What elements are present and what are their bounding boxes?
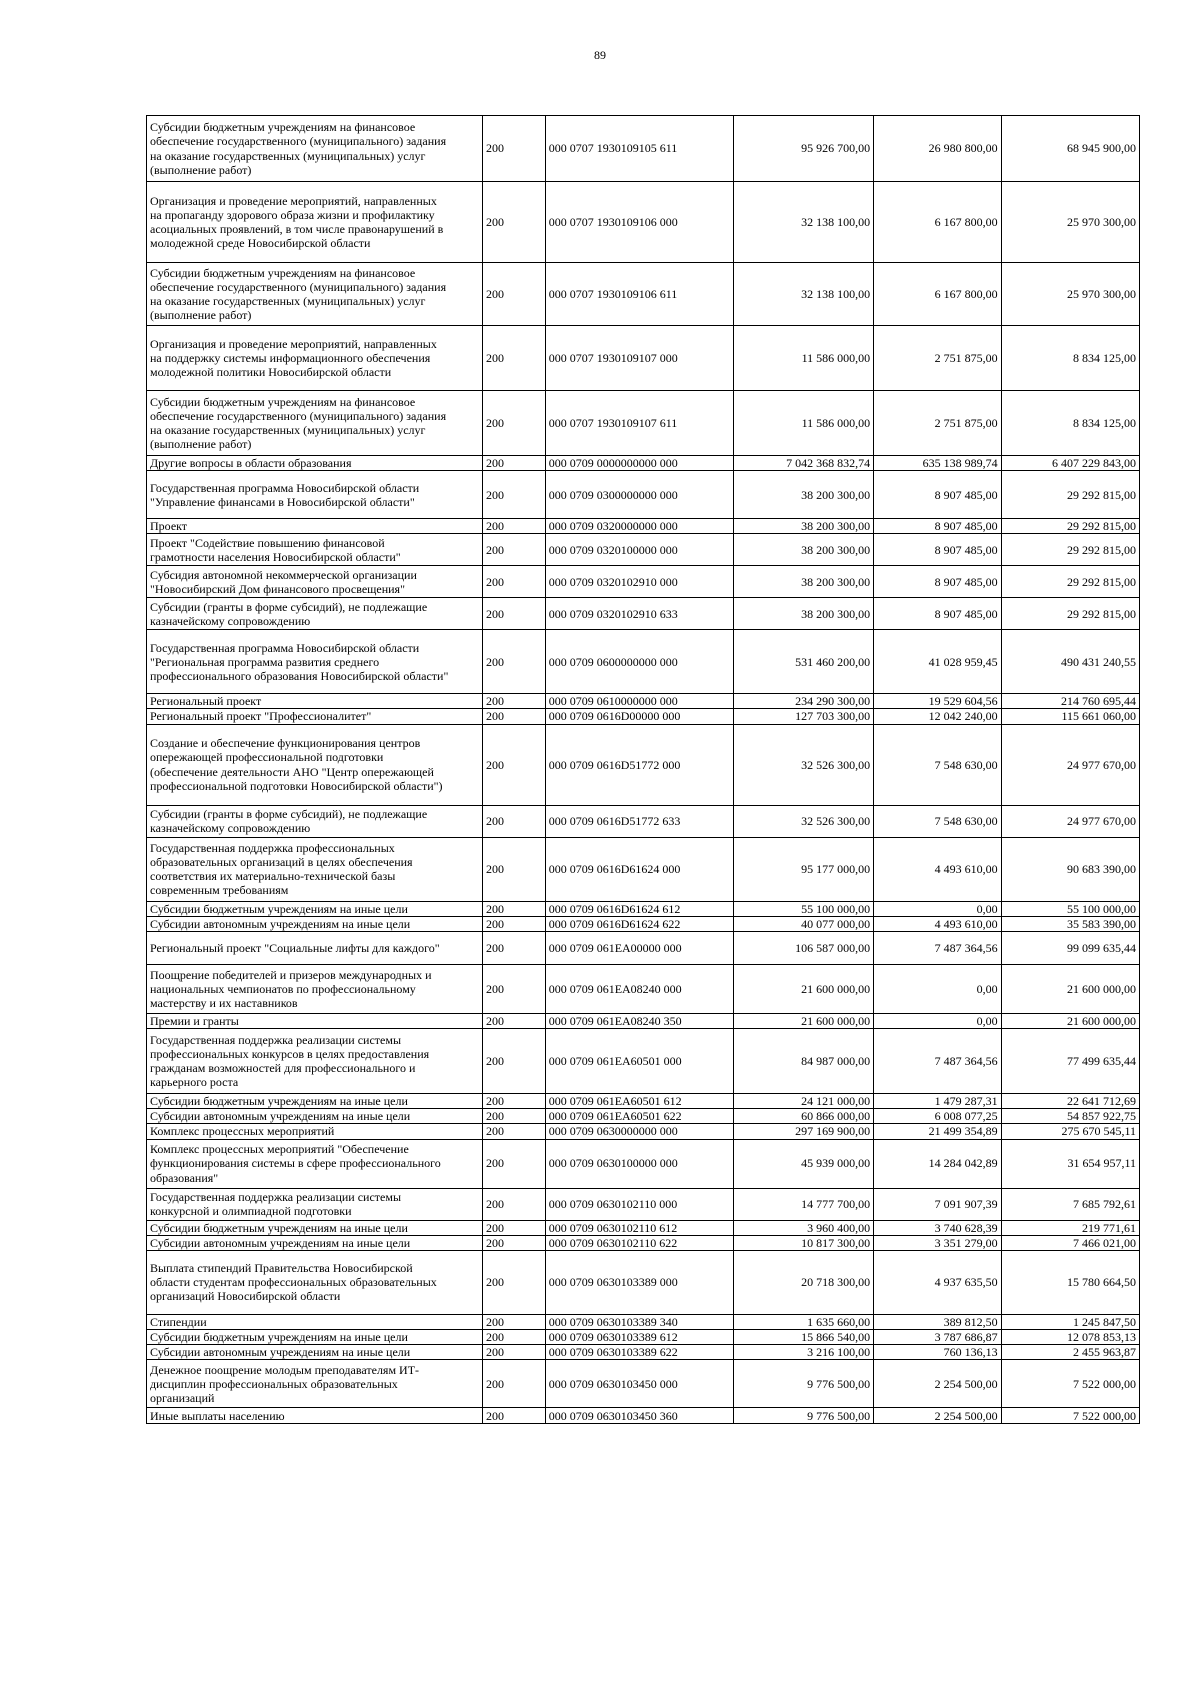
row-name-cell: Государственная программа Новосибирской области "Управление финансами в Новосибирской области" (147, 471, 483, 519)
row-name-cell: Организация и проведение мероприятий, направленных на поддержку системы информационного обеспечения молодежной политики Новосибирской области (147, 326, 483, 391)
row-executed-amount-cell: 7 548 630,00 (874, 805, 1002, 837)
row-budget-code-cell: 000 0709 0616D51772 000 (545, 724, 733, 805)
row-approved-amount-cell: 15 866 540,00 (733, 1330, 873, 1345)
row-executed-amount-cell: 8 907 485,00 (874, 598, 1002, 630)
row-executed-amount-cell: 0,00 (874, 964, 1002, 1013)
row-name-cell: Субсидии автономным учреждениям на иные цели (147, 1235, 483, 1250)
table-row (147, 964, 1140, 1013)
row-remaining-amount-cell: 29 292 815,00 (1001, 519, 1139, 534)
row-approved-amount-cell: 38 200 300,00 (733, 471, 873, 519)
row-budget-code-cell: 000 0707 1930109106 611 (545, 263, 733, 326)
row-admin-code-cell: 200 (483, 326, 546, 391)
row-name-cell: Поощрение победителей и призеров международных и национальных чемпионатов по профессиональному мастерству и их наставников (147, 964, 483, 1013)
row-name-cell: Субсидия автономной некоммерческой организации "Новосибирский Дом финансового просвещения" (147, 566, 483, 598)
table-row (147, 391, 1140, 456)
row-budget-code-cell: 000 0709 0616D61624 612 (545, 901, 733, 916)
row-budget-code-cell: 000 0709 061EA60501 000 (545, 1029, 733, 1094)
row-remaining-amount-cell: 219 771,61 (1001, 1220, 1139, 1235)
row-approved-amount-cell: 32 526 300,00 (733, 724, 873, 805)
row-approved-amount-cell: 127 703 300,00 (733, 709, 873, 724)
row-executed-amount-cell: 6 008 077,25 (874, 1109, 1002, 1124)
row-approved-amount-cell: 21 600 000,00 (733, 964, 873, 1013)
table-row (147, 901, 1140, 916)
row-remaining-amount-cell: 25 970 300,00 (1001, 182, 1139, 263)
row-executed-amount-cell: 2 254 500,00 (874, 1408, 1002, 1424)
row-budget-code-cell: 000 0709 0600000000 000 (545, 630, 733, 694)
row-admin-code-cell: 200 (483, 805, 546, 837)
row-executed-amount-cell: 21 499 354,89 (874, 1124, 1002, 1139)
row-budget-code-cell: 000 0709 061EA08240 000 (545, 964, 733, 1013)
row-remaining-amount-cell: 8 834 125,00 (1001, 326, 1139, 391)
row-executed-amount-cell: 41 028 959,45 (874, 630, 1002, 694)
row-admin-code-cell: 200 (483, 1408, 546, 1424)
row-remaining-amount-cell: 31 654 957,11 (1001, 1139, 1139, 1188)
table-row (147, 1109, 1140, 1124)
row-remaining-amount-cell: 24 977 670,00 (1001, 805, 1139, 837)
row-name-cell: Государственная поддержка реализации системы профессиональных конкурсов в целях предоставления гражданам возможностей для профессионального и карьерного роста (147, 1029, 483, 1094)
row-budget-code-cell: 000 0709 0000000000 000 (545, 456, 733, 471)
row-remaining-amount-cell: 2 455 963,87 (1001, 1345, 1139, 1360)
row-remaining-amount-cell: 35 583 390,00 (1001, 916, 1139, 931)
table-row (147, 1029, 1140, 1094)
row-admin-code-cell: 200 (483, 391, 546, 456)
row-remaining-amount-cell: 214 760 695,44 (1001, 694, 1139, 709)
row-approved-amount-cell: 21 600 000,00 (733, 1013, 873, 1028)
row-approved-amount-cell: 11 586 000,00 (733, 326, 873, 391)
row-approved-amount-cell: 38 200 300,00 (733, 519, 873, 534)
row-approved-amount-cell: 38 200 300,00 (733, 566, 873, 598)
row-name-cell: Субсидии (гранты в форме субсидий), не подлежащие казначейскому сопровождению (147, 805, 483, 837)
table-row (147, 916, 1140, 931)
row-budget-code-cell: 000 0709 061EA60501 612 (545, 1094, 733, 1109)
row-name-cell: Региональный проект "Профессионалитет" (147, 709, 483, 724)
row-admin-code-cell: 200 (483, 724, 546, 805)
row-executed-amount-cell: 3 351 279,00 (874, 1235, 1002, 1250)
row-remaining-amount-cell: 21 600 000,00 (1001, 964, 1139, 1013)
row-admin-code-cell: 200 (483, 1360, 546, 1408)
row-approved-amount-cell: 1 635 660,00 (733, 1314, 873, 1329)
row-name-cell: Региональный проект (147, 694, 483, 709)
row-admin-code-cell: 200 (483, 630, 546, 694)
row-remaining-amount-cell: 275 670 545,11 (1001, 1124, 1139, 1139)
row-remaining-amount-cell: 24 977 670,00 (1001, 724, 1139, 805)
row-admin-code-cell: 200 (483, 964, 546, 1013)
row-name-cell: Государственная программа Новосибирской области "Региональная программа развития среднего профессионального образования Новосибирской области" (147, 630, 483, 694)
page-number: 89 (594, 48, 606, 62)
row-name-cell: Проект "Содействие повышению финансовой грамотности населения Новосибирской области" (147, 534, 483, 566)
row-budget-code-cell: 000 0709 0320100000 000 (545, 534, 733, 566)
row-admin-code-cell: 200 (483, 931, 546, 964)
row-name-cell: Субсидии бюджетным учреждениям на иные цели (147, 1220, 483, 1235)
table-row (147, 598, 1140, 630)
row-approved-amount-cell: 60 866 000,00 (733, 1109, 873, 1124)
table-row (147, 1124, 1140, 1139)
row-executed-amount-cell: 4 937 635,50 (874, 1250, 1002, 1314)
row-approved-amount-cell: 38 200 300,00 (733, 598, 873, 630)
row-approved-amount-cell: 84 987 000,00 (733, 1029, 873, 1094)
row-approved-amount-cell: 14 777 700,00 (733, 1188, 873, 1220)
row-name-cell: Денежное поощрение молодым преподавателям ИТ- дисциплин профессиональных образовательных организаций (147, 1360, 483, 1408)
row-budget-code-cell: 000 0709 0630100000 000 (545, 1139, 733, 1188)
row-budget-code-cell: 000 0709 0320102910 633 (545, 598, 733, 630)
row-remaining-amount-cell: 15 780 664,50 (1001, 1250, 1139, 1314)
table-row (147, 1220, 1140, 1235)
table-row (147, 1250, 1140, 1314)
table-row (147, 263, 1140, 326)
row-executed-amount-cell: 3 740 628,39 (874, 1220, 1002, 1235)
row-budget-code-cell: 000 0709 0630103389 612 (545, 1330, 733, 1345)
row-admin-code-cell: 200 (483, 1235, 546, 1250)
row-executed-amount-cell: 8 907 485,00 (874, 566, 1002, 598)
row-budget-code-cell: 000 0709 0320102910 000 (545, 566, 733, 598)
row-approved-amount-cell: 40 077 000,00 (733, 916, 873, 931)
row-admin-code-cell: 200 (483, 116, 546, 182)
row-name-cell: Субсидии бюджетным учреждениям на финансовое обеспечение государственного (муниципального) задания на оказание государственных (муниципальных) услуг (выполнение работ) (147, 263, 483, 326)
row-remaining-amount-cell: 6 407 229 843,00 (1001, 456, 1139, 471)
row-admin-code-cell: 200 (483, 916, 546, 931)
row-executed-amount-cell: 7 091 907,39 (874, 1188, 1002, 1220)
row-remaining-amount-cell: 21 600 000,00 (1001, 1013, 1139, 1028)
row-executed-amount-cell: 2 751 875,00 (874, 326, 1002, 391)
row-remaining-amount-cell: 25 970 300,00 (1001, 263, 1139, 326)
row-executed-amount-cell: 7 487 364,56 (874, 931, 1002, 964)
row-approved-amount-cell: 11 586 000,00 (733, 391, 873, 456)
row-approved-amount-cell: 45 939 000,00 (733, 1139, 873, 1188)
row-budget-code-cell: 000 0707 1930109107 000 (545, 326, 733, 391)
row-admin-code-cell: 200 (483, 1094, 546, 1109)
row-budget-code-cell: 000 0709 0630103389 340 (545, 1314, 733, 1329)
row-budget-code-cell: 000 0709 0616D61624 622 (545, 916, 733, 931)
row-remaining-amount-cell: 7 466 021,00 (1001, 1235, 1139, 1250)
row-approved-amount-cell: 106 587 000,00 (733, 931, 873, 964)
row-executed-amount-cell: 8 907 485,00 (874, 471, 1002, 519)
row-approved-amount-cell: 32 138 100,00 (733, 263, 873, 326)
row-admin-code-cell: 200 (483, 1330, 546, 1345)
row-remaining-amount-cell: 90 683 390,00 (1001, 837, 1139, 901)
row-executed-amount-cell: 7 487 364,56 (874, 1029, 1002, 1094)
row-executed-amount-cell: 3 787 686,87 (874, 1330, 1002, 1345)
row-remaining-amount-cell: 99 099 635,44 (1001, 931, 1139, 964)
row-executed-amount-cell: 760 136,13 (874, 1345, 1002, 1360)
table-row (147, 1330, 1140, 1345)
table-row (147, 1013, 1140, 1028)
row-budget-code-cell: 000 0709 061EA60501 622 (545, 1109, 733, 1124)
row-admin-code-cell: 200 (483, 456, 546, 471)
row-executed-amount-cell: 4 493 610,00 (874, 916, 1002, 931)
row-name-cell: Организация и проведение мероприятий, направленных на пропаганду здорового образа жизни и профилактику асоциальных проявлений, в том числе правонарушений в молодежной среде Новосибирской области (147, 182, 483, 263)
row-admin-code-cell: 200 (483, 1109, 546, 1124)
table-row (147, 1235, 1140, 1250)
row-remaining-amount-cell: 29 292 815,00 (1001, 566, 1139, 598)
row-executed-amount-cell: 389 812,50 (874, 1314, 1002, 1329)
row-budget-code-cell: 000 0709 0630103389 622 (545, 1345, 733, 1360)
row-remaining-amount-cell: 22 641 712,69 (1001, 1094, 1139, 1109)
row-remaining-amount-cell: 29 292 815,00 (1001, 598, 1139, 630)
row-admin-code-cell: 200 (483, 1345, 546, 1360)
row-budget-code-cell: 000 0709 0630000000 000 (545, 1124, 733, 1139)
row-budget-code-cell: 000 0709 0616D00000 000 (545, 709, 733, 724)
row-executed-amount-cell: 635 138 989,74 (874, 456, 1002, 471)
row-approved-amount-cell: 7 042 368 832,74 (733, 456, 873, 471)
row-admin-code-cell: 200 (483, 1188, 546, 1220)
row-approved-amount-cell: 3 216 100,00 (733, 1345, 873, 1360)
row-budget-code-cell: 000 0709 0630102110 622 (545, 1235, 733, 1250)
row-admin-code-cell: 200 (483, 263, 546, 326)
row-name-cell: Субсидии бюджетным учреждениям на финансовое обеспечение государственного (муниципального) задания на оказание государственных (муниципальных) услуг (выполнение работ) (147, 391, 483, 456)
row-name-cell: Стипендии (147, 1314, 483, 1329)
row-admin-code-cell: 200 (483, 901, 546, 916)
row-executed-amount-cell: 12 042 240,00 (874, 709, 1002, 724)
row-admin-code-cell: 200 (483, 534, 546, 566)
row-admin-code-cell: 200 (483, 1029, 546, 1094)
row-name-cell: Премии и гранты (147, 1013, 483, 1028)
row-executed-amount-cell: 1 479 287,31 (874, 1094, 1002, 1109)
row-name-cell: Региональный проект "Социальные лифты для каждого" (147, 931, 483, 964)
row-name-cell: Субсидии (гранты в форме субсидий), не подлежащие казначейскому сопровождению (147, 598, 483, 630)
table-row (147, 1139, 1140, 1188)
row-approved-amount-cell: 297 169 900,00 (733, 1124, 873, 1139)
row-remaining-amount-cell: 7 522 000,00 (1001, 1360, 1139, 1408)
row-approved-amount-cell: 55 100 000,00 (733, 901, 873, 916)
table-row (147, 116, 1140, 182)
row-budget-code-cell: 000 0709 0610000000 000 (545, 694, 733, 709)
budget-table (146, 115, 1140, 1424)
row-executed-amount-cell: 8 907 485,00 (874, 519, 1002, 534)
row-name-cell: Государственная поддержка реализации системы конкурсной и олимпиадной подготовки (147, 1188, 483, 1220)
row-admin-code-cell: 200 (483, 709, 546, 724)
row-remaining-amount-cell: 8 834 125,00 (1001, 391, 1139, 456)
row-admin-code-cell: 200 (483, 837, 546, 901)
row-admin-code-cell: 200 (483, 566, 546, 598)
row-name-cell: Комплекс процессных мероприятий (147, 1124, 483, 1139)
row-approved-amount-cell: 20 718 300,00 (733, 1250, 873, 1314)
row-executed-amount-cell: 0,00 (874, 1013, 1002, 1028)
row-executed-amount-cell: 2 751 875,00 (874, 391, 1002, 456)
row-budget-code-cell: 000 0707 1930109107 611 (545, 391, 733, 456)
row-remaining-amount-cell: 29 292 815,00 (1001, 471, 1139, 519)
row-executed-amount-cell: 4 493 610,00 (874, 837, 1002, 901)
row-approved-amount-cell: 24 121 000,00 (733, 1094, 873, 1109)
row-budget-code-cell: 000 0709 061EA08240 350 (545, 1013, 733, 1028)
row-admin-code-cell: 200 (483, 1139, 546, 1188)
row-approved-amount-cell: 38 200 300,00 (733, 534, 873, 566)
row-name-cell: Субсидии бюджетным учреждениям на иные цели (147, 1094, 483, 1109)
row-approved-amount-cell: 234 290 300,00 (733, 694, 873, 709)
row-approved-amount-cell: 531 460 200,00 (733, 630, 873, 694)
row-executed-amount-cell: 19 529 604,56 (874, 694, 1002, 709)
row-remaining-amount-cell: 7 522 000,00 (1001, 1408, 1139, 1424)
row-approved-amount-cell: 95 177 000,00 (733, 837, 873, 901)
row-admin-code-cell: 200 (483, 519, 546, 534)
row-name-cell: Другие вопросы в области образования (147, 456, 483, 471)
row-name-cell: Государственная поддержка профессиональных образовательных организаций в целях обеспечения соответствия их материально-технической базы современным требованиям (147, 837, 483, 901)
row-budget-code-cell: 000 0709 061EA00000 000 (545, 931, 733, 964)
row-admin-code-cell: 200 (483, 694, 546, 709)
row-remaining-amount-cell: 54 857 922,75 (1001, 1109, 1139, 1124)
row-executed-amount-cell: 6 167 800,00 (874, 263, 1002, 326)
row-name-cell: Выплата стипендий Правительства Новосибирской области студентам профессиональных образовательных организаций Новосибирской области (147, 1250, 483, 1314)
table-row (147, 1314, 1140, 1329)
row-executed-amount-cell: 0,00 (874, 901, 1002, 916)
table-row (147, 805, 1140, 837)
row-name-cell: Субсидии автономным учреждениям на иные цели (147, 1109, 483, 1124)
row-budget-code-cell: 000 0709 0616D51772 633 (545, 805, 733, 837)
row-remaining-amount-cell: 7 685 792,61 (1001, 1188, 1139, 1220)
table-row (147, 837, 1140, 901)
row-admin-code-cell: 200 (483, 471, 546, 519)
table-row (147, 709, 1140, 724)
row-name-cell: Субсидии бюджетным учреждениям на финансовое обеспечение государственного (муниципального) задания на оказание государственных (муниципальных) услуг (выполнение работ) (147, 116, 483, 182)
row-name-cell: Проект (147, 519, 483, 534)
table-row (147, 724, 1140, 805)
row-budget-code-cell: 000 0709 0630103389 000 (545, 1250, 733, 1314)
row-approved-amount-cell: 95 926 700,00 (733, 116, 873, 182)
table-row (147, 630, 1140, 694)
row-remaining-amount-cell: 29 292 815,00 (1001, 534, 1139, 566)
row-name-cell: Субсидии автономным учреждениям на иные цели (147, 1345, 483, 1360)
table-body (147, 116, 1140, 1424)
row-name-cell: Субсидии автономным учреждениям на иные цели (147, 916, 483, 931)
row-executed-amount-cell: 14 284 042,89 (874, 1139, 1002, 1188)
row-remaining-amount-cell: 12 078 853,13 (1001, 1330, 1139, 1345)
row-approved-amount-cell: 32 526 300,00 (733, 805, 873, 837)
row-budget-code-cell: 000 0709 0630102110 612 (545, 1220, 733, 1235)
row-approved-amount-cell: 9 776 500,00 (733, 1360, 873, 1408)
row-admin-code-cell: 200 (483, 1124, 546, 1139)
row-budget-code-cell: 000 0709 0320000000 000 (545, 519, 733, 534)
row-executed-amount-cell: 6 167 800,00 (874, 182, 1002, 263)
row-name-cell: Комплекс процессных мероприятий "Обеспечение функционирования системы в сфере профессионального образования" (147, 1139, 483, 1188)
row-budget-code-cell: 000 0707 1930109105 611 (545, 116, 733, 182)
row-admin-code-cell: 200 (483, 1220, 546, 1235)
row-admin-code-cell: 200 (483, 1314, 546, 1329)
row-admin-code-cell: 200 (483, 1013, 546, 1028)
row-approved-amount-cell: 3 960 400,00 (733, 1220, 873, 1235)
row-name-cell: Субсидии бюджетным учреждениям на иные цели (147, 901, 483, 916)
row-name-cell: Создание и обеспечение функционирования центров опережающей профессиональной подготовки (обеспечение деятельности АНО "Центр опережающей профессиональной подготовки Новосибирской области") (147, 724, 483, 805)
table-row (147, 1094, 1140, 1109)
row-approved-amount-cell: 9 776 500,00 (733, 1408, 873, 1424)
row-executed-amount-cell: 26 980 800,00 (874, 116, 1002, 182)
table-row (147, 456, 1140, 471)
row-admin-code-cell: 200 (483, 598, 546, 630)
row-budget-code-cell: 000 0709 0300000000 000 (545, 471, 733, 519)
row-name-cell: Субсидии бюджетным учреждениям на иные цели (147, 1330, 483, 1345)
table-row (147, 931, 1140, 964)
table-row (147, 519, 1140, 534)
row-admin-code-cell: 200 (483, 1250, 546, 1314)
row-budget-code-cell: 000 0709 0630103450 000 (545, 1360, 733, 1408)
row-budget-code-cell: 000 0709 0616D61624 000 (545, 837, 733, 901)
row-approved-amount-cell: 32 138 100,00 (733, 182, 873, 263)
row-remaining-amount-cell: 1 245 847,50 (1001, 1314, 1139, 1329)
row-remaining-amount-cell: 115 661 060,00 (1001, 709, 1139, 724)
row-budget-code-cell: 000 0709 0630103450 360 (545, 1408, 733, 1424)
row-executed-amount-cell: 8 907 485,00 (874, 534, 1002, 566)
row-remaining-amount-cell: 55 100 000,00 (1001, 901, 1139, 916)
row-executed-amount-cell: 7 548 630,00 (874, 724, 1002, 805)
row-approved-amount-cell: 10 817 300,00 (733, 1235, 873, 1250)
row-remaining-amount-cell: 77 499 635,44 (1001, 1029, 1139, 1094)
table-row (147, 1360, 1140, 1408)
table-row (147, 1188, 1140, 1220)
table-row (147, 182, 1140, 263)
table-row (147, 1345, 1140, 1360)
table-row (147, 694, 1140, 709)
row-executed-amount-cell: 2 254 500,00 (874, 1360, 1002, 1408)
row-remaining-amount-cell: 490 431 240,55 (1001, 630, 1139, 694)
row-admin-code-cell: 200 (483, 182, 546, 263)
table-row (147, 566, 1140, 598)
table-row (147, 471, 1140, 519)
row-budget-code-cell: 000 0707 1930109106 000 (545, 182, 733, 263)
row-remaining-amount-cell: 68 945 900,00 (1001, 116, 1139, 182)
table-row (147, 534, 1140, 566)
table-row (147, 1408, 1140, 1424)
row-budget-code-cell: 000 0709 0630102110 000 (545, 1188, 733, 1220)
row-name-cell: Иные выплаты населению (147, 1408, 483, 1424)
table-row (147, 326, 1140, 391)
